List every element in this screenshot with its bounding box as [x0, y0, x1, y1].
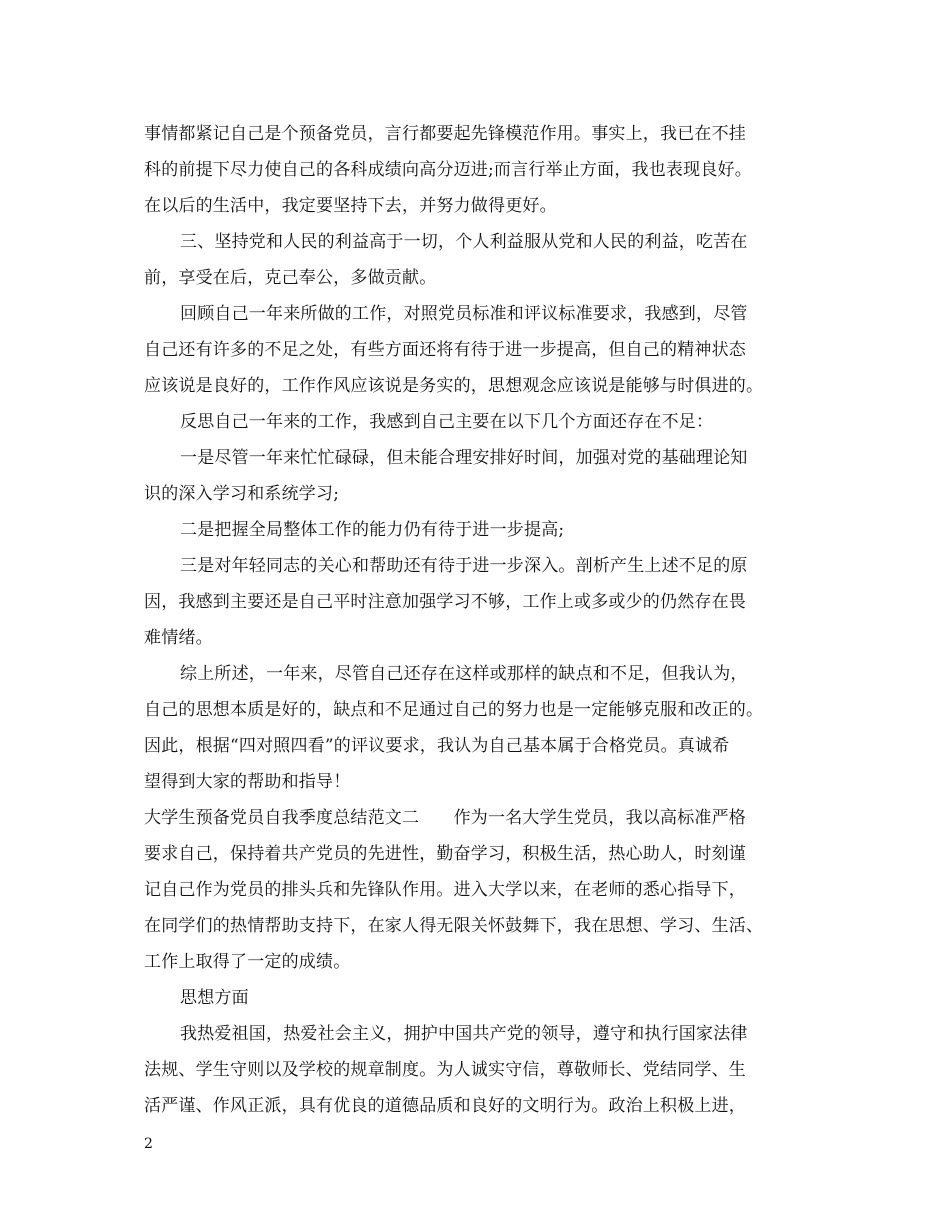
text-line: 自己的思想本质是好的，缺点和不足通过自己的努力也是一定能够克服和改正的。	[144, 700, 764, 720]
text-line: 因此，根据“四对照四看”的评议要求，我认为自己基本属于合格党员。真诚希	[144, 736, 730, 756]
text-line: 难情绪。	[144, 628, 213, 648]
paragraph-start-line: 三、坚持党和人民的利益高于一切，个人利益服从党和人民的利益，吃苦在	[180, 232, 748, 252]
paragraph-start-line: 综上所述，一年来，尽管自己还存在这样或那样的缺点和不足，但我认为，	[180, 664, 748, 684]
text-line: 记自己作为党员的排头兵和先锋队作用。进入大学以来，在老师的悉心指导下，	[144, 880, 746, 900]
text-line: 自己还有许多的不足之处，有些方面还将有待于进一步提高，但自己的精神状态	[144, 340, 746, 360]
text-line: 在同学们的热情帮助支持下，在家人得无限关怀鼓舞下，我在思想、学习、生活、	[144, 916, 764, 936]
paragraph-start-line: 一是尽管一年来忙忙碌碌，但未能合理安排好时间，加强对党的基础理论知	[180, 448, 748, 468]
paragraph-start-line: 三是对年轻同志的关心和帮助还有待于进一步深入。剖析产生上述不足的原	[180, 556, 748, 576]
text-line: 法规、学生守则以及学校的规章制度。为人诚实守信，尊敬师长、党结同学、生	[144, 1060, 746, 1080]
text-line: 应该说是良好的，工作作风应该说是务实的，思想观念应该说是能够与时俱进的。	[144, 376, 764, 396]
text-line: 要求自己，保持着共产党员的先进性，勤奋学习，积极生活，热心助人，时刻谨	[144, 844, 746, 864]
text-line: 识的深入学习和系统学习;	[144, 484, 340, 504]
text-line: 活严谨、作风正派，具有优良的道德品质和良好的文明行为。政治上积极上进，	[144, 1096, 746, 1116]
text-line: 望得到大家的帮助和指导！	[144, 772, 351, 792]
text-line: 事情都紧记自己是个预备党员，言行都要起先锋模范作用。事实上，我已在不挂	[144, 124, 746, 144]
section-heading: 思想方面	[180, 988, 249, 1008]
paragraph-start-line: 反思自己一年来的工作，我感到自己主要在以下几个方面还存在不足：	[180, 412, 714, 432]
text-line: 科的前提下尽力使自己的各科成绩向高分迈进;而言行举止方面，我也表现良好。	[144, 160, 752, 180]
paragraph-start-line: 我热爱祖国，热爱社会主义，拥护中国共产党的领导，遵守和执行国家法律	[180, 1024, 748, 1044]
section-title-line: 大学生预备党员自我季度总结范文二 作为一名大学生党员，我以高标准严格	[144, 808, 746, 828]
text-line: 前，享受在后，克己奉公，多做贡献。	[144, 268, 437, 288]
text-line: 因，我感到主要还是自己平时注意加强学习不够，工作上或多或少的仍然存在畏	[144, 592, 746, 612]
text-line: 工作上取得了一定的成绩。	[144, 952, 351, 972]
page-number: 2	[144, 1136, 153, 1152]
paragraph-start-line: 二是把握全局整体工作的能力仍有待于进一步提高;	[180, 520, 565, 540]
paragraph-start-line: 回顾自己一年来所做的工作，对照党员标准和评议标准要求，我感到，尽管	[180, 304, 748, 324]
text-line: 在以后的生活中，我定要坚持下去，并努力做得更好。	[144, 196, 557, 216]
